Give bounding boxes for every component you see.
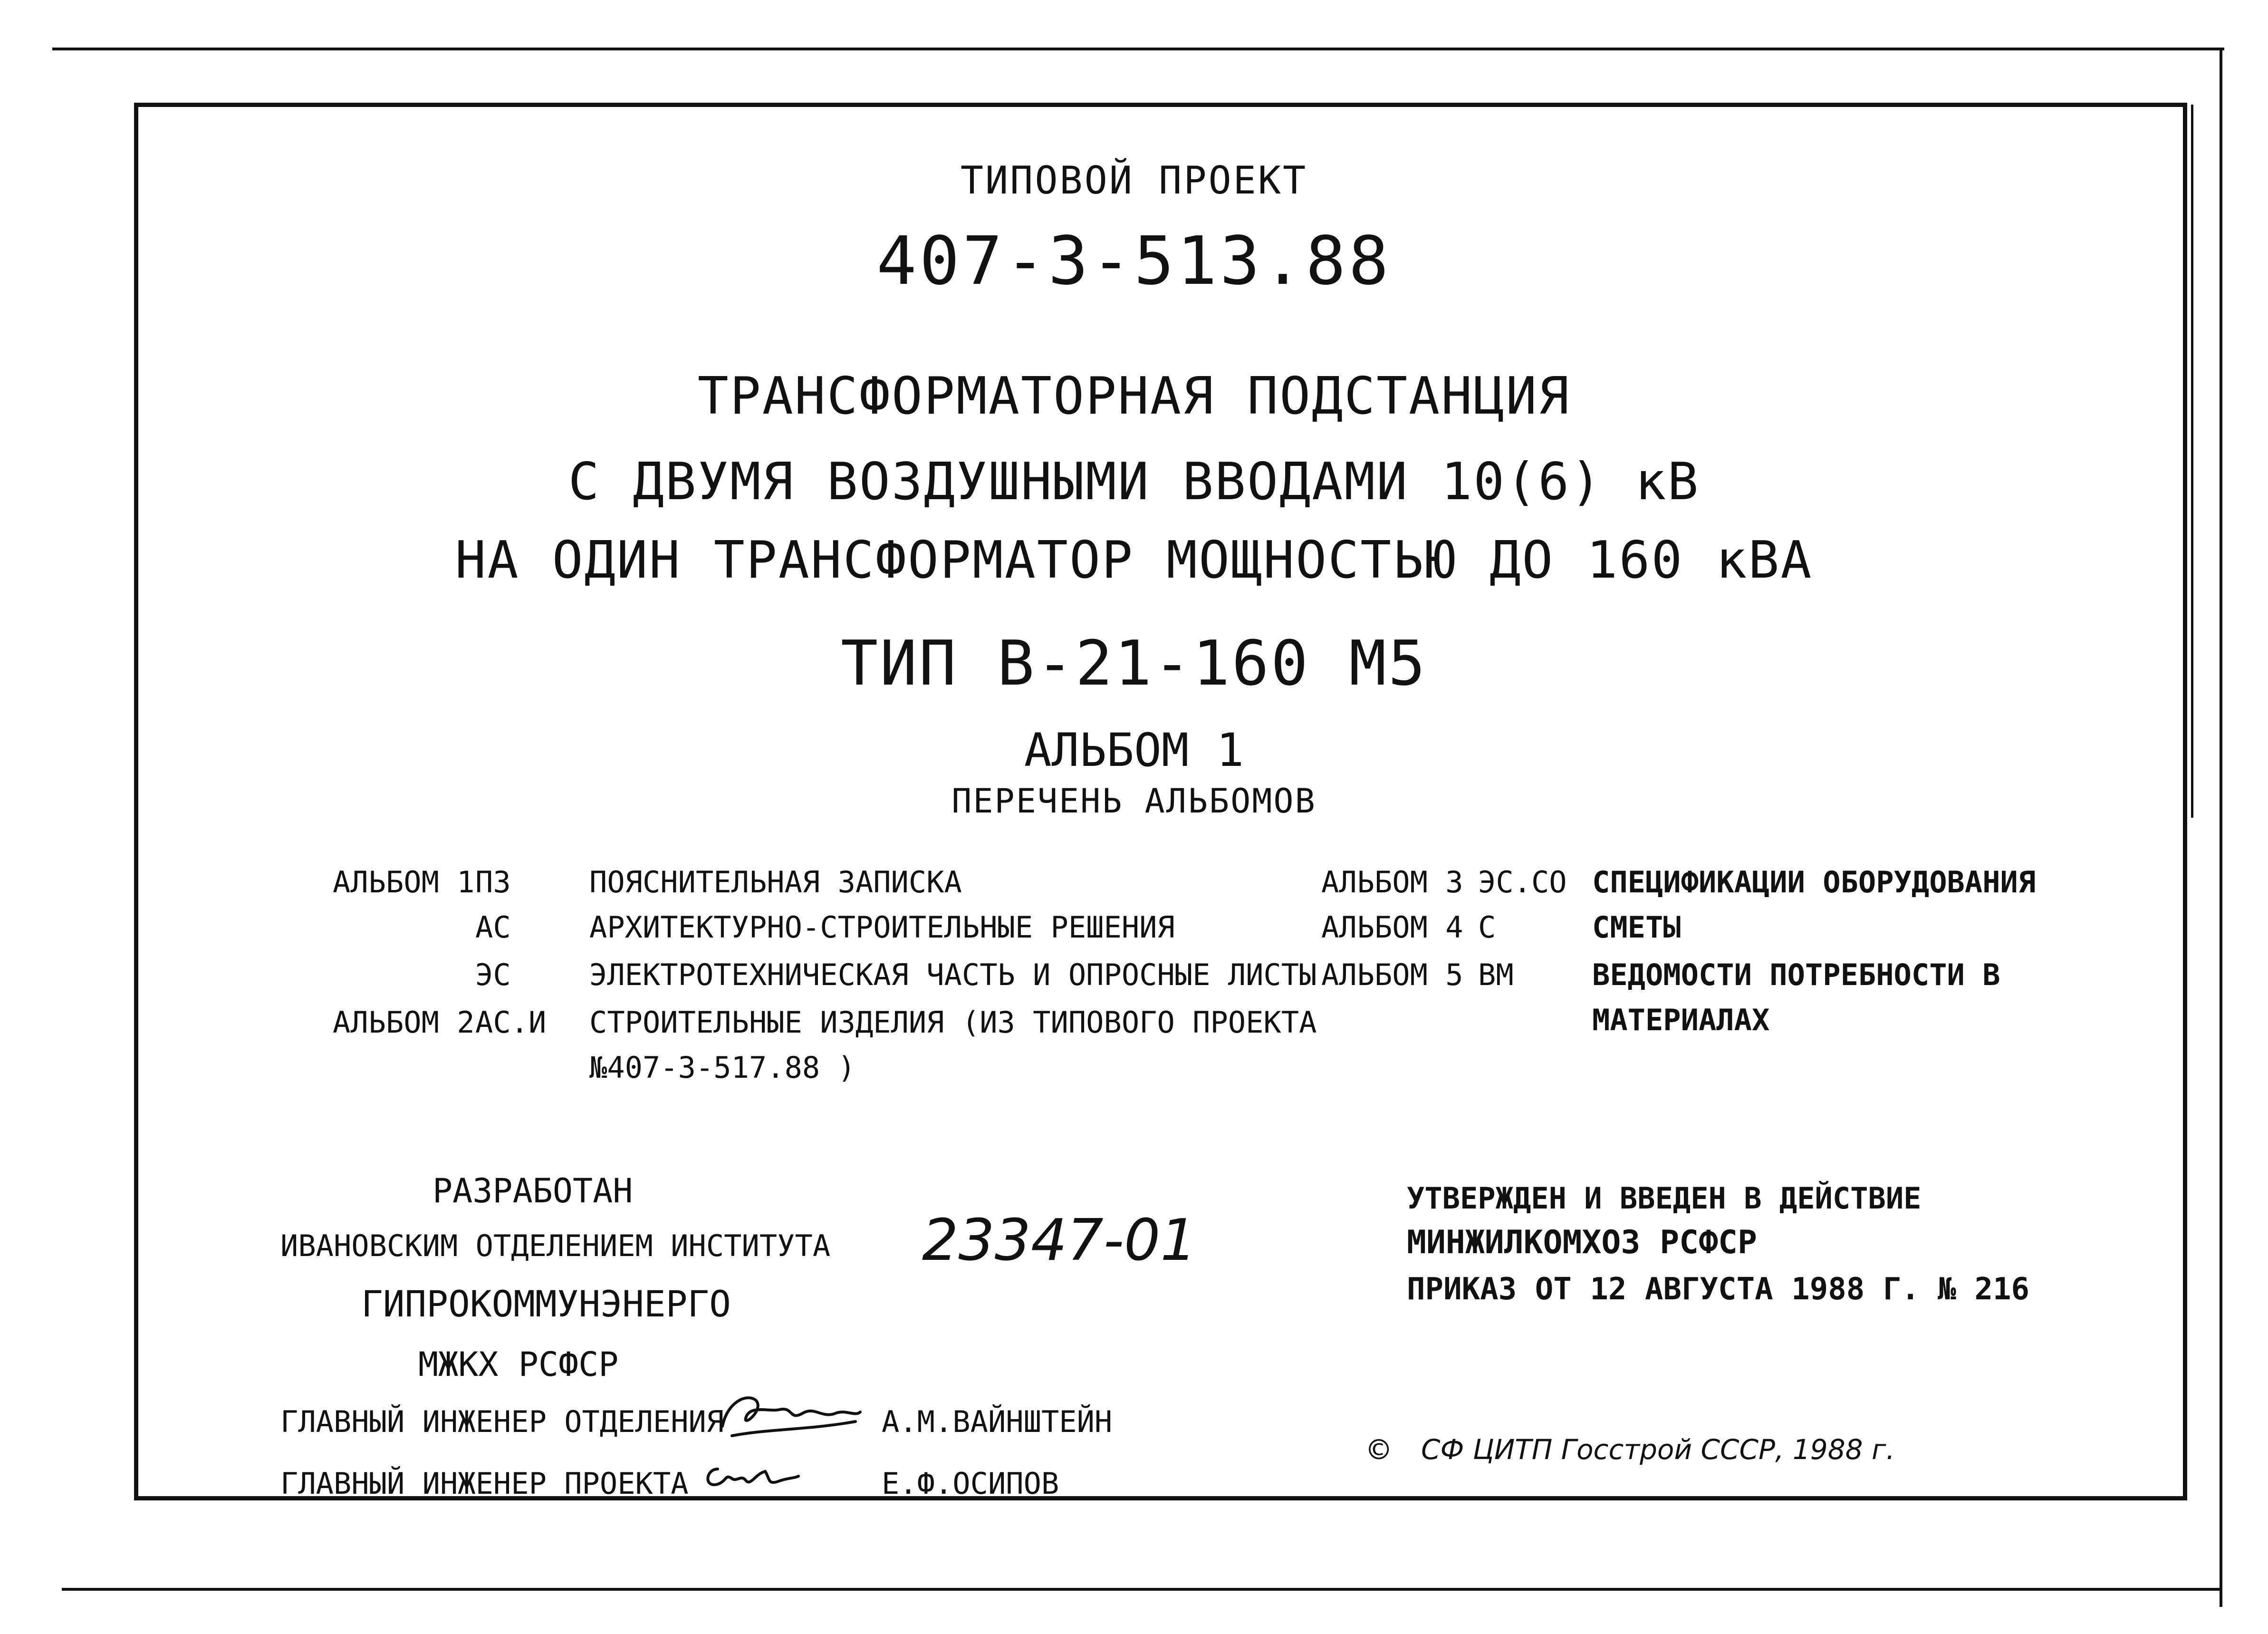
title-line-2: С ДВУМЯ ВОЗДУШНЫМИ ВВОДАМИ 10(6) кВ (568, 452, 1700, 512)
chief-engineer-dept-name: А.М.ВАЙНШТЕЙН (882, 1404, 1113, 1439)
album-code: С (1478, 910, 1496, 945)
album-name: АЛЬБОМ 3 (1321, 865, 1463, 899)
album-desc: ПОЯСНИТЕЛЬНАЯ ЗАПИСКА (589, 865, 962, 899)
album-label: АЛЬБОМ 1 (1024, 724, 1244, 777)
albums-list-heading: ПЕРЕЧЕНЬ АЛЬБОМОВ (951, 782, 1317, 821)
chief-engineer-project-role: ГЛАВНЫЙ ИНЖЕНЕР ПРОЕКТА (280, 1466, 689, 1501)
album-desc: ВЕДОМОСТИ ПОТРЕБНОСТИ В (1592, 957, 2000, 992)
copyright-text: СФ ЦИТП Госстрой СССР, 1988 г. (1421, 1433, 1895, 1466)
project-code: 407-3-513.88 (876, 222, 1392, 300)
album-desc: ЭЛЕКТРОТЕХНИЧЕСКАЯ ЧАСТЬ И ОПРОСНЫЕ ЛИСТЫ (589, 957, 1317, 992)
album-name: АЛЬБОМ 4 (1321, 910, 1463, 945)
title-line-3: НА ОДИН ТРАНСФОРМАТОР МОЩНОСТЬЮ ДО 160 кВА (455, 531, 1813, 590)
approval-line-2: МИНЖИЛКОМХОЗ РСФСР (1407, 1224, 1757, 1261)
album-desc-continued: МАТЕРИАЛАХ (1592, 1003, 1770, 1037)
signature-vainshtein (713, 1383, 865, 1450)
top-sheet-line (52, 48, 2224, 50)
approval-line-1: УТВЕРЖДЕН И ВВЕДЕН В ДЕЙСТВИЕ (1407, 1181, 1922, 1216)
album-code: ЭС.СО (1478, 865, 1567, 899)
album-desc: АРХИТЕКТУРНО-СТРОИТЕЛЬНЫЕ РЕШЕНИЯ (589, 910, 1175, 945)
developer-line-3: МЖКХ РСФСР (418, 1345, 619, 1384)
chief-engineer-project-name: Е.Ф.ОСИПОВ (882, 1466, 1059, 1501)
album-desc: СТРОИТЕЛЬНЫЕ ИЗДЕЛИЯ (ИЗ ТИПОВОГО ПРОЕКТА (589, 1005, 1317, 1040)
chief-engineer-dept-role: ГЛАВНЫЙ ИНЖЕНЕР ОТДЕЛЕНИЯ (280, 1404, 724, 1439)
album-desc-continued: №407-3-517.88 ) (589, 1050, 855, 1085)
developer-line-1: ИВАНОВСКИМ ОТДЕЛЕНИЕМ ИНСТИТУТА (280, 1228, 831, 1263)
album-name: АЛЬБОМ 5 (1321, 957, 1463, 992)
album-code: ЭС (475, 957, 511, 992)
album-code: АС.И (475, 1005, 547, 1040)
album-desc: СПЕЦИФИКАЦИИ ОБОРУДОВАНИЯ (1592, 865, 2036, 899)
album-code: ПЗ (475, 865, 511, 899)
signature-osipov (699, 1455, 803, 1498)
developer-line-2: ГИПРОКОММУНЭНЕРГО (361, 1283, 731, 1325)
bottom-sheet-line (62, 1588, 2220, 1591)
album-name: АЛЬБОМ 2 (333, 1005, 475, 1040)
album-code: АС (475, 910, 511, 945)
copyright-symbol: © (1369, 1431, 1389, 1470)
album-desc: СМЕТЫ (1592, 910, 1681, 945)
album-name: АЛЬБОМ 1 (333, 865, 475, 899)
project-label: ТИПОВОЙ ПРОЕКТ (960, 158, 1308, 203)
approval-line-3: ПРИКАЗ ОТ 12 АВГУСТА 1988 Г. № 216 (1407, 1272, 2030, 1307)
developer-heading: РАЗРАБОТАН (432, 1171, 633, 1210)
type-line: ТИП В-21-160 М5 (841, 627, 1427, 699)
title-line-1: ТРАНСФОРМАТОРНАЯ ПОДСТАНЦИЯ (697, 367, 1571, 426)
album-code: ВМ (1478, 957, 1514, 992)
inventory-number: 23347-01 (922, 1208, 1197, 1274)
